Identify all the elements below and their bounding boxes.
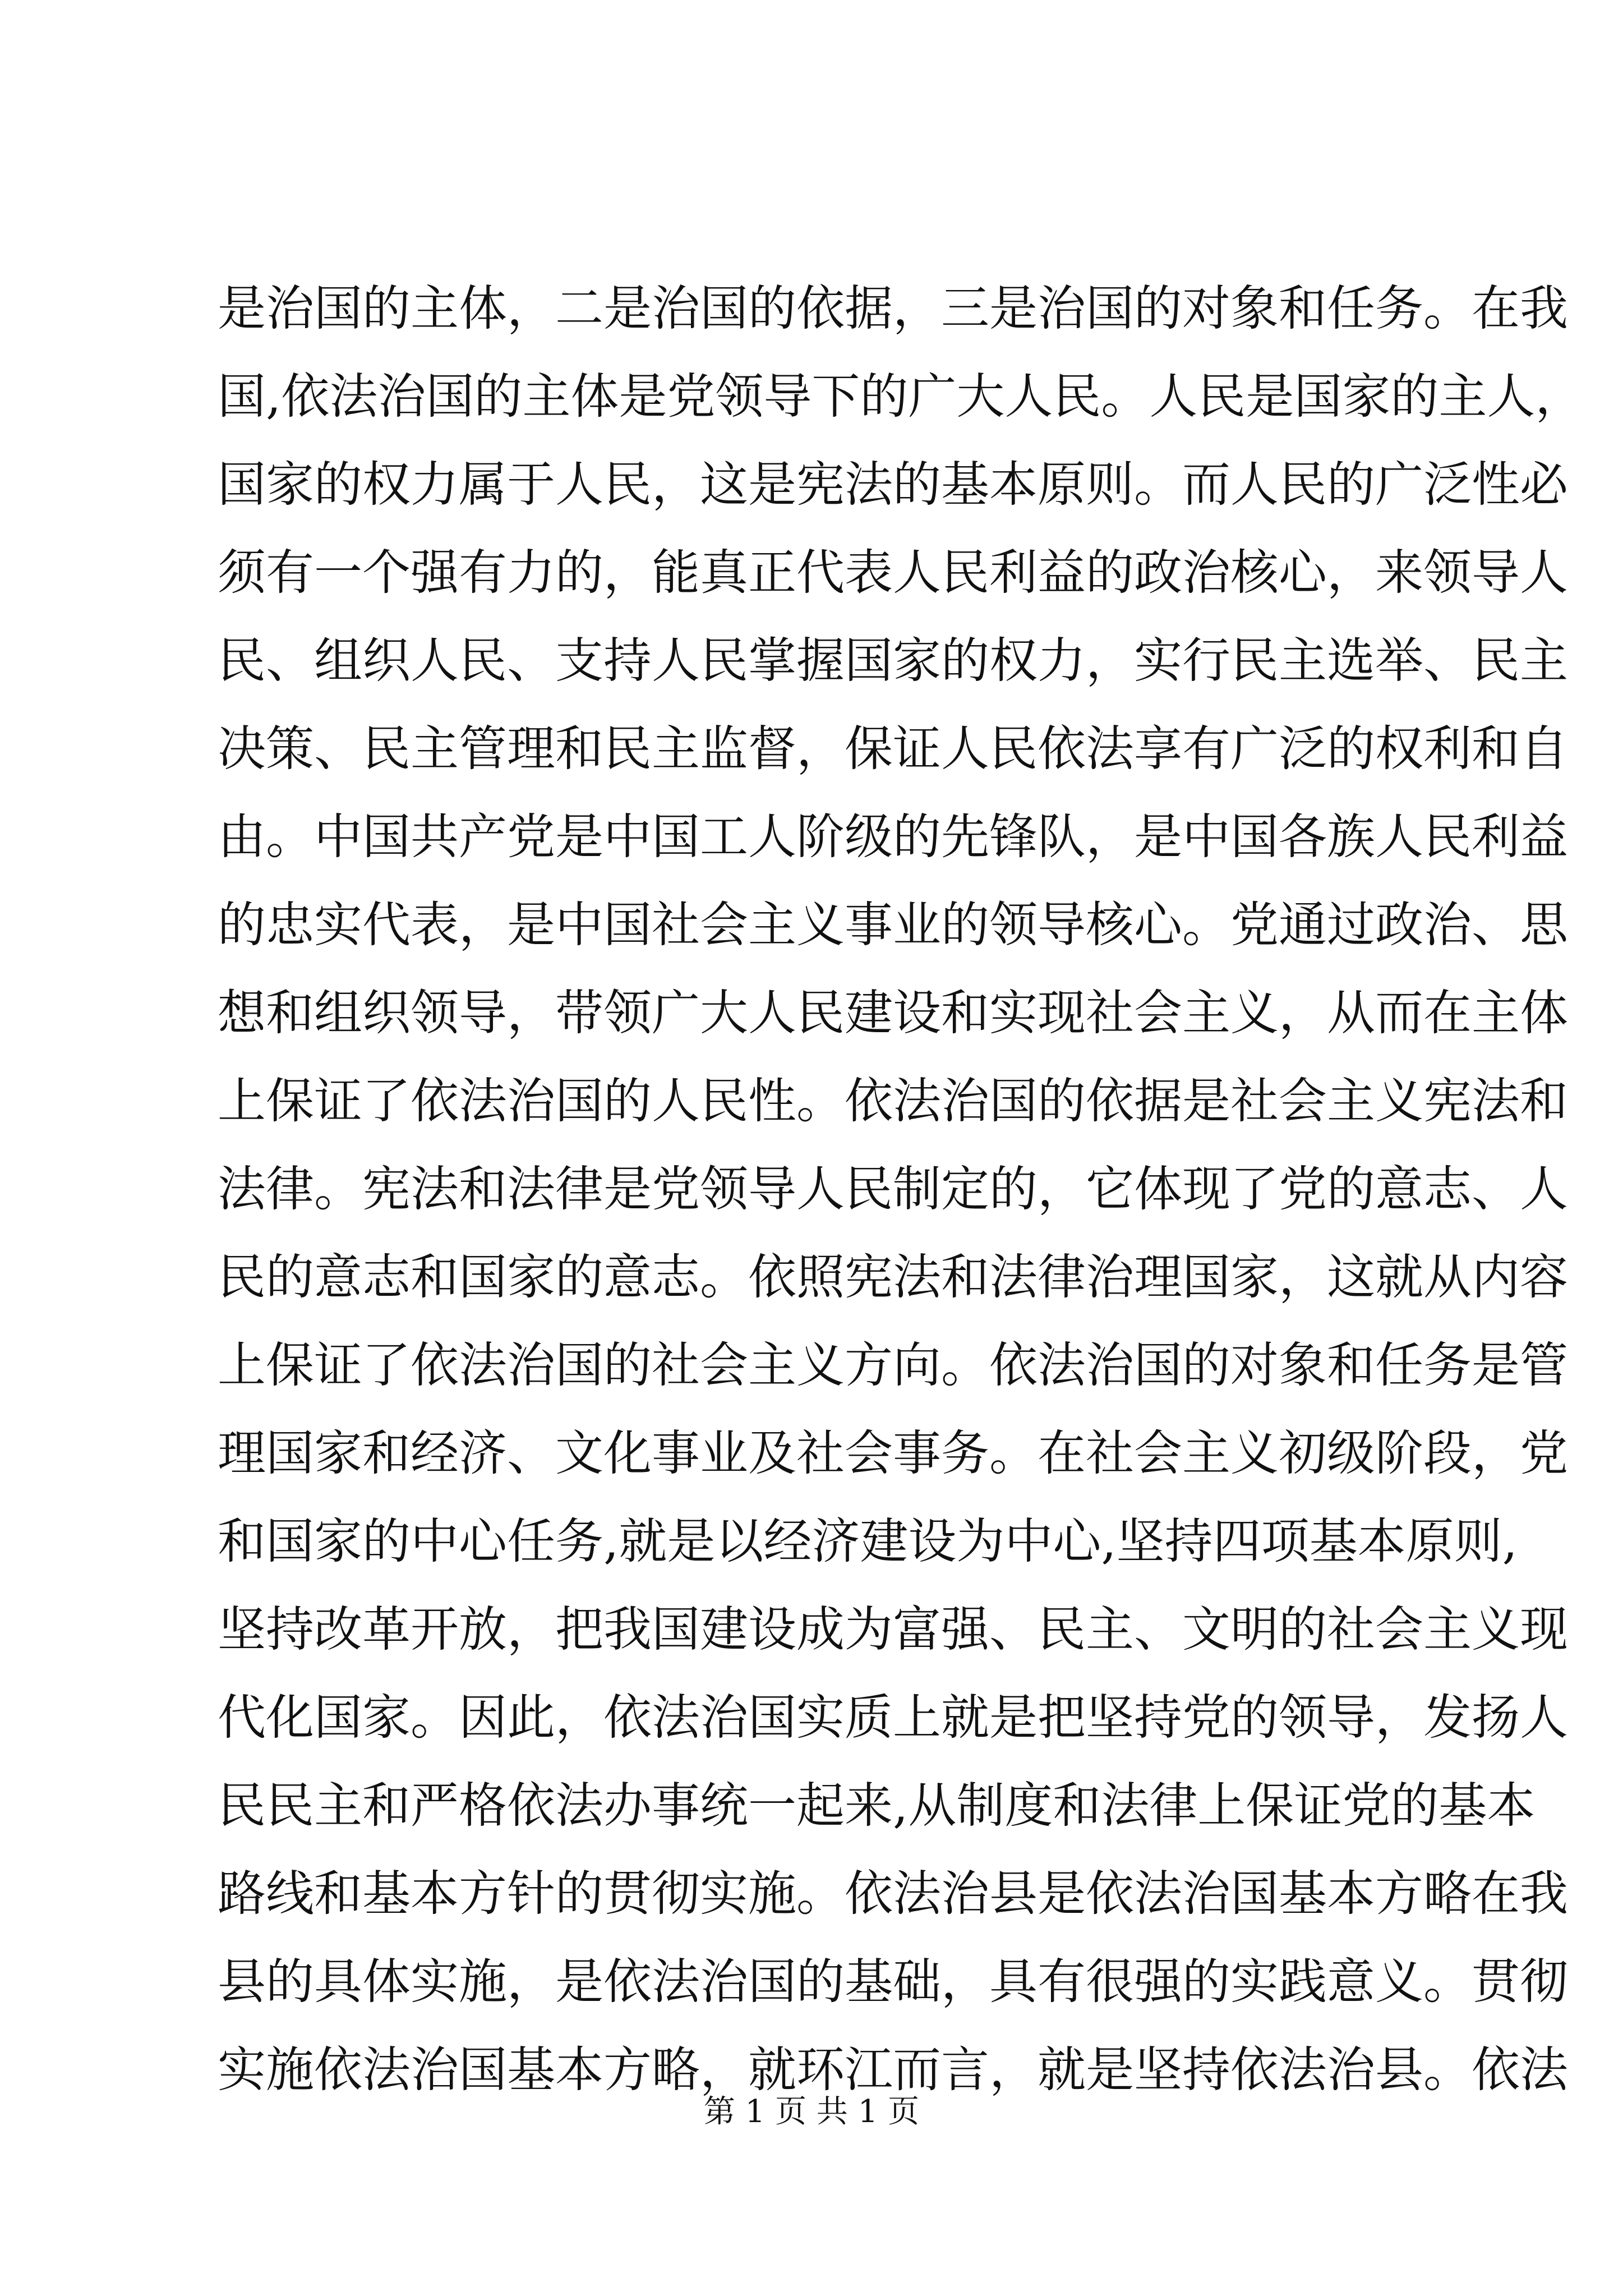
text-line: 想和组织领导，带领广大人民建设和实现社会主义，从而在主体 [218, 985, 1568, 1041]
text-line: 国,依法治国的主体是党领导下的广大人民。人民是国家的主人， [218, 369, 1584, 425]
text-line: 由。中国共产党是中国工人阶级的先锋队，是中国各族人民利益 [218, 809, 1568, 865]
text-line: 民、组织人民、支持人民掌握国家的权力，实行民主选举、民主 [218, 633, 1568, 689]
text-line: 的忠实代表，是中国社会主义事业的领导核心。党通过政治、思 [218, 897, 1568, 953]
text-line: 国家的权力属于人民，这是宪法的基本原则。而人民的广泛性必 [218, 457, 1568, 513]
page-number-label: 第 1 页 共 1 页 [703, 2093, 920, 2130]
text-line: 路线和基本方针的贯彻实施。依法治县是依法治国基本方略在我 [218, 1866, 1568, 1922]
text-line: 民民主和严格依法办事统一起来,从制度和法律上保证党的基本 [218, 1778, 1536, 1834]
text-line: 民的意志和国家的意志。依照宪法和法律治理国家，这就从内容 [218, 1249, 1568, 1305]
text-line: 和国家的中心任务,就是以经济建设为中心,坚持四项基本原则, [218, 1513, 1518, 1570]
page-footer [0, 2090, 1623, 2134]
text-line: 代化国家。因此，依法治国实质上就是把坚持党的领导，发扬人 [218, 1690, 1568, 1746]
text-line: 上保证了依法治国的社会主义方向。依法治国的对象和任务是管 [218, 1337, 1568, 1393]
text-line: 理国家和经济、文化事业及社会事务。在社会主义初级阶段，党 [218, 1425, 1568, 1481]
text-line: 上保证了依法治国的人民性。依法治国的依据是社会主义宪法和 [218, 1073, 1568, 1129]
text-line: 须有一个强有力的，能真正代表人民利益的政治核心，来领导人 [218, 545, 1568, 601]
text-line: 县的具体实施，是依法治国的基础，具有很强的实践意义。贯彻 [218, 1954, 1568, 2010]
text-line: 是治国的主体，二是治国的依据，三是治国的对象和任务。在我 [218, 280, 1568, 337]
text-line: 法律。宪法和法律是党领导人民制定的，它体现了党的意志、人 [218, 1161, 1568, 1217]
text-line: 坚持改革开放，把我国建设成为富强、民主、文明的社会主义现 [218, 1602, 1568, 1658]
text-line: 实施依法治国基本方略，就环江而言，就是坚持依法治县。依法 [218, 2042, 1568, 2098]
body-paragraph [218, 265, 1584, 2114]
text-line: 决策、民主管理和民主监督，保证人民依法享有广泛的权利和自 [218, 721, 1568, 777]
